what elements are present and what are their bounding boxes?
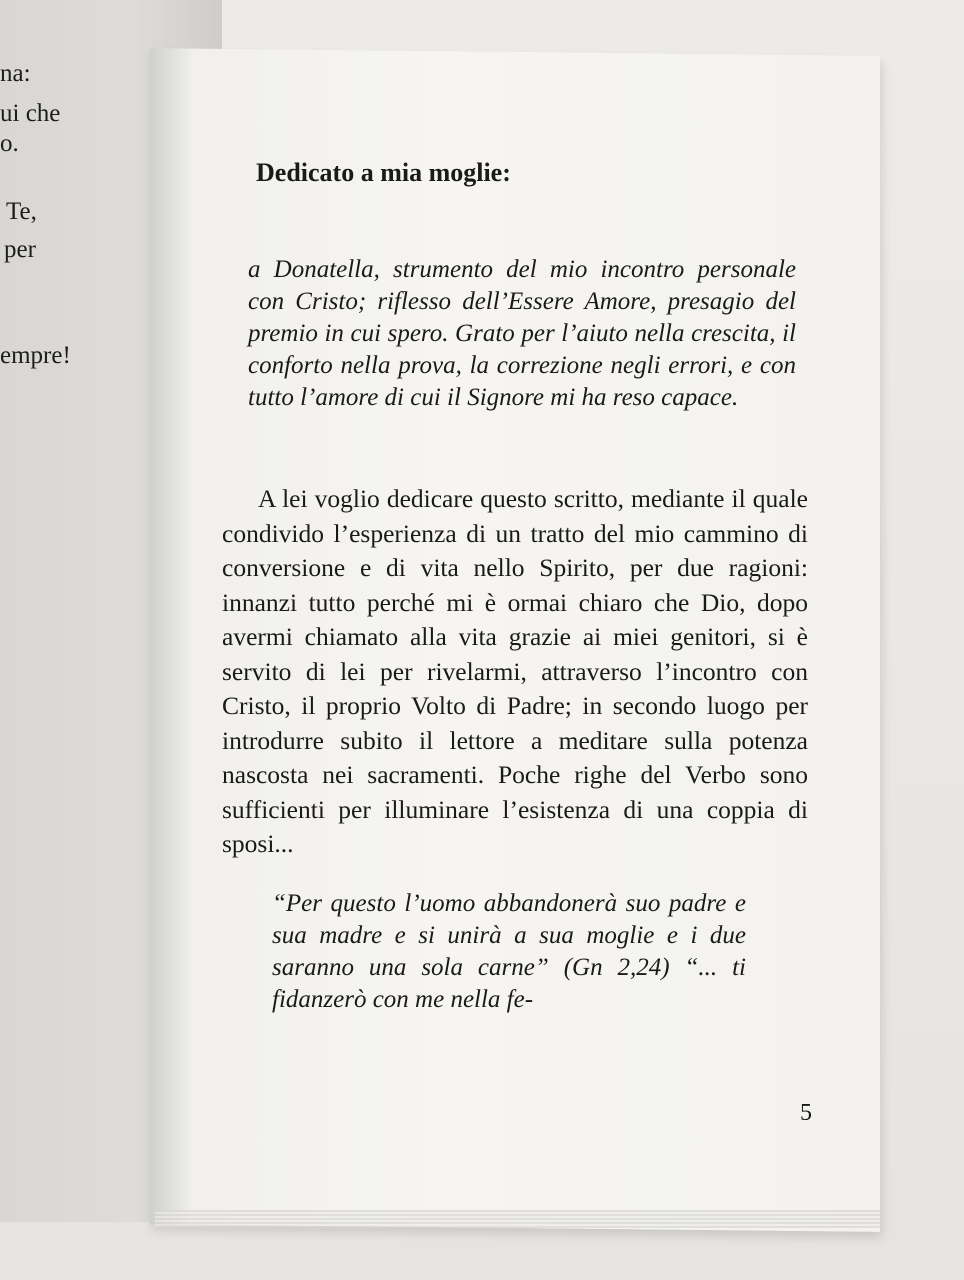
left-line: per: [4, 236, 36, 263]
left-line: o.: [0, 130, 19, 157]
left-line: empre!: [0, 342, 71, 369]
scripture-quote: “Per questo l’uomo abbandonerà suo padre e sua madre e si unirà a sua moglie e i due saranno una sola carne” (Gn 2,24) “... ti fidanzerò con me nella fe-: [272, 890, 746, 1013]
body-paragraph: A lei voglio dedicare questo scritto, mediante il quale condivido l’esperienza di un tratto del mio cammino di conversione e di vita nello Spirito, per due ragioni: innanzi tutto perché mi è ormai chiaro che Dio, dopo avermi chiamato alla vita grazie ai miei genitori, si è servito di lei per rivelarmi, attraverso l’incontro con Cristo, il proprio Volto di Padre; in secondo luogo per introdurre subito il lettore a meditare sulla potenza nascosta nei sacramenti. Poche righe del Verbo sono sufficienti per illuminare l’esistenza di una coppia di sposi...: [222, 484, 808, 858]
page-number: 5: [800, 1100, 812, 1126]
left-line: Te,: [6, 198, 37, 225]
left-line: na:: [0, 60, 31, 87]
right-page-content: [150, 52, 880, 1228]
dedication-heading: Dedicato a mia moglie:: [256, 158, 511, 187]
left-line: ui che: [0, 100, 61, 127]
dedication-text: a Donatella, strumento del mio incontro personale con Cristo; riflesso dell’Essere Amore, presagio del premio in cui spero. Grato per l’aiuto nella crescita, il conforto nella prova, la correzione negli errori, e con tutto l’amore di cui il Signore mi ha reso capace.: [248, 256, 796, 411]
